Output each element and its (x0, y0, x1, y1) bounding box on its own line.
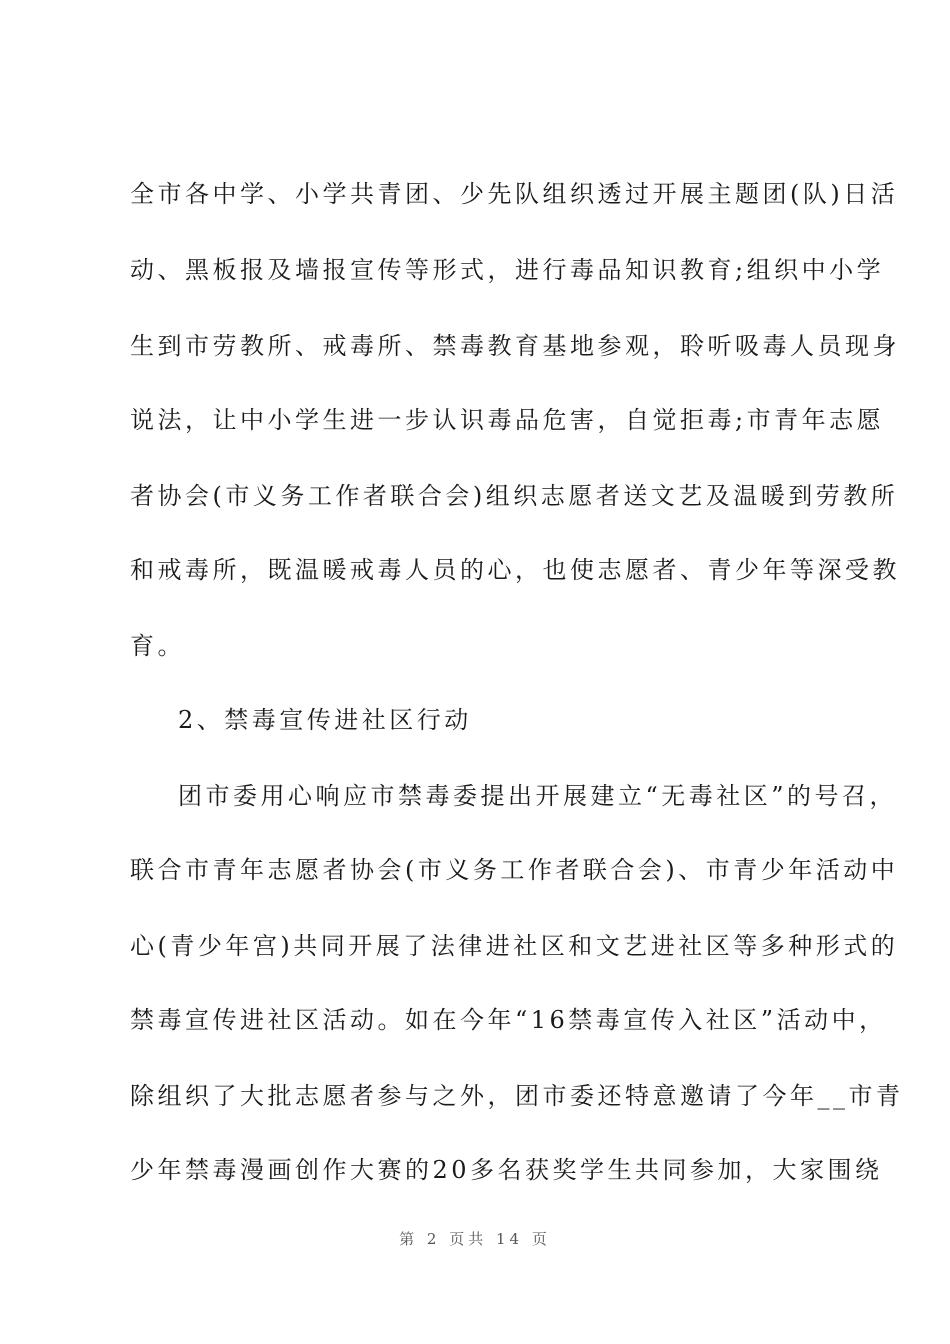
paragraph-line: 全市各中学、小学共青团、少先队组织透过开展主题团(队)日活 (130, 180, 899, 208)
paragraph-line: 心(青少年宫)共同开展了法律进社区和文艺进社区等多种形式的 (130, 932, 899, 960)
paragraph-line: 除组织了大批志愿者参与之外，团市委还特意邀请了今年__市青 (130, 1082, 904, 1110)
paragraph-line: 禁毒宣传进社区活动。如在今年“16禁毒宣传入社区”活动中， (130, 1006, 887, 1034)
paragraph-line: 育。 (130, 632, 185, 660)
section-heading: 2、禁毒宣传进社区行动 (178, 706, 472, 734)
paragraph-line: 说法，让中小学生进一步认识毒品危害，自觉拒毒;市青年志愿 (130, 406, 885, 434)
paragraph-line: 少年禁毒漫画创作大赛的20多名获奖学生共同参加，大家围绕 (130, 1156, 883, 1184)
paragraph-line: 动、黑板报及墙报宣传等形式，进行毒品知识教育;组织中小学 (130, 256, 885, 284)
page-number: 第 2 页共 14 页 (399, 1230, 551, 1248)
paragraph-line: 者协会(市义务工作者联合会)组织志愿者送文艺及温暖到劳教所 (130, 482, 899, 510)
paragraph-line: 团市委用心响应市禁毒委提出开展建立“无毒社区”的号召， (178, 782, 898, 810)
paragraph-line: 联合市青年志愿者协会(市义务工作者联合会)、市青少年活动中 (130, 856, 899, 884)
paragraph-line: 和戒毒所，既温暖戒毒人员的心，也使志愿者、青少年等深受教 (130, 556, 900, 584)
paragraph-line: 生到市劳教所、戒毒所、禁毒教育基地参观，聆听吸毒人员现身 (130, 332, 900, 360)
